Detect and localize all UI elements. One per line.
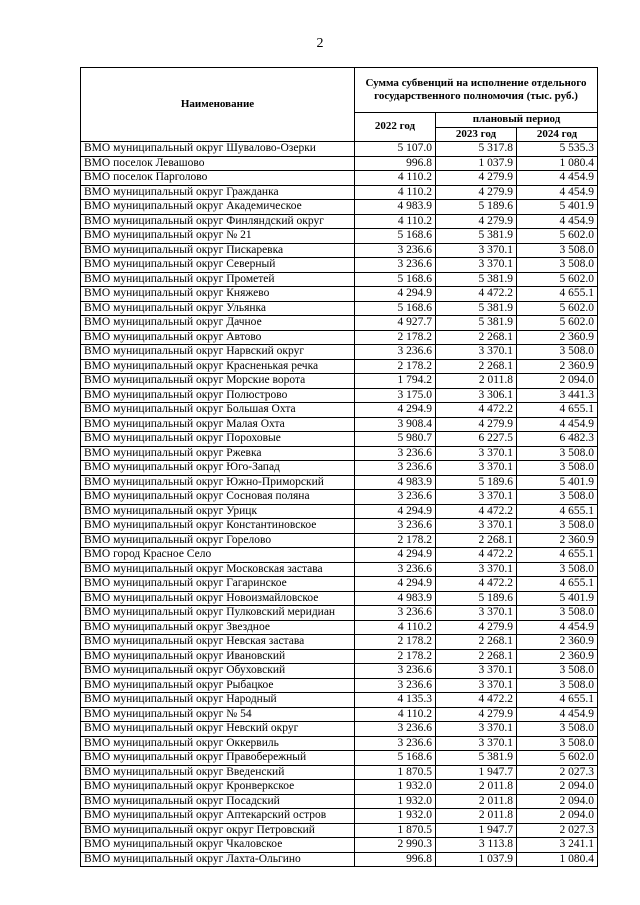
value-2024: 3 508.0 [517,461,598,476]
value-2024: 5 401.9 [517,200,598,215]
value-2024: 4 655.1 [517,577,598,592]
value-2022: 4 983.9 [355,200,436,215]
page-number: 2 [316,36,324,51]
value-2022: 3 236.6 [355,736,436,751]
row-name: ВМО муниципальный округ Аптекарский остров [81,809,355,824]
table-row [81,417,598,432]
row-name: ВМО муниципальный округ Финляндский округ [81,214,355,229]
subsidy-table [80,67,598,867]
value-2023: 3 370.1 [436,736,517,751]
value-2024: 2 360.9 [517,533,598,548]
value-2023: 2 268.1 [436,330,517,345]
value-2022: 5 980.7 [355,432,436,447]
value-2024: 2 027.3 [517,823,598,838]
value-2022: 3 908.4 [355,417,436,432]
value-2022: 2 178.2 [355,330,436,345]
value-2024: 4 454.9 [517,185,598,200]
value-2024: 3 508.0 [517,446,598,461]
value-2022: 3 175.0 [355,388,436,403]
value-2022: 3 236.6 [355,562,436,577]
row-name: ВМО муниципальный округ Ульянка [81,301,355,316]
table-row [81,446,598,461]
table-row [81,838,598,853]
value-2022: 3 236.6 [355,446,436,461]
table-row [81,374,598,389]
value-2022: 4 110.2 [355,707,436,722]
value-2024: 3 508.0 [517,664,598,679]
table-row [81,214,598,229]
header-name: Наименование [81,68,355,142]
row-name: ВМО муниципальный округ Введенский [81,765,355,780]
value-2023: 5 381.9 [436,301,517,316]
row-name: ВМО муниципальный округ Урицк [81,504,355,519]
row-name: ВМО муниципальный округ Дачное [81,316,355,331]
value-2022: 2 178.2 [355,649,436,664]
value-2024: 2 027.3 [517,765,598,780]
table-row [81,490,598,505]
value-2022: 3 236.6 [355,345,436,360]
value-2023: 3 370.1 [436,606,517,621]
value-2024: 4 655.1 [517,504,598,519]
table-row [81,664,598,679]
table-row [81,287,598,302]
value-2023: 5 381.9 [436,229,517,244]
value-2022: 3 236.6 [355,519,436,534]
table-row [81,519,598,534]
row-name: ВМО муниципальный округ Малая Охта [81,417,355,432]
row-name: ВМО муниципальный округ Московская застава [81,562,355,577]
value-2023: 2 268.1 [436,533,517,548]
row-name: ВМО поселок Парголово [81,171,355,186]
row-name: ВМО муниципальный округ Гражданка [81,185,355,200]
table-row [81,577,598,592]
value-2022: 3 236.6 [355,461,436,476]
table-row [81,156,598,171]
row-name: ВМО муниципальный округ Посадский [81,794,355,809]
value-2022: 4 110.2 [355,185,436,200]
value-2023: 5 317.8 [436,142,517,157]
table-row [81,736,598,751]
value-2024: 3 508.0 [517,678,598,693]
value-2023: 3 370.1 [436,722,517,737]
value-2023: 4 472.2 [436,403,517,418]
value-2023: 5 189.6 [436,475,517,490]
table-row [81,707,598,722]
value-2023: 5 381.9 [436,272,517,287]
value-2024: 6 482.3 [517,432,598,447]
value-2024: 5 602.0 [517,316,598,331]
value-2022: 1 870.5 [355,765,436,780]
value-2022: 3 236.6 [355,243,436,258]
row-name: ВМО муниципальный округ Новоизмайловское [81,591,355,606]
value-2024: 2 094.0 [517,780,598,795]
table-row [81,316,598,331]
value-2022: 996.8 [355,156,436,171]
value-2022: 4 294.9 [355,504,436,519]
value-2024: 5 602.0 [517,751,598,766]
table-row [81,809,598,824]
table-row [81,388,598,403]
row-name: ВМО муниципальный округ Юго-Запад [81,461,355,476]
table-row [81,461,598,476]
value-2024: 5 535.3 [517,142,598,157]
value-2023: 2 268.1 [436,649,517,664]
value-2023: 3 370.1 [436,664,517,679]
row-name: ВМО муниципальный округ Северный [81,258,355,273]
value-2022: 1 932.0 [355,809,436,824]
table-row [81,504,598,519]
value-2023: 4 472.2 [436,504,517,519]
value-2024: 1 080.4 [517,852,598,867]
row-name: ВМО муниципальный округ Ржевка [81,446,355,461]
row-name: ВМО муниципальный округ Пискаревка [81,243,355,258]
value-2024: 5 602.0 [517,301,598,316]
value-2024: 3 508.0 [517,736,598,751]
value-2024: 4 454.9 [517,214,598,229]
value-2024: 5 602.0 [517,229,598,244]
table-row [81,345,598,360]
table-row [81,301,598,316]
table-row [81,765,598,780]
value-2023: 4 472.2 [436,577,517,592]
value-2022: 5 168.6 [355,751,436,766]
value-2024: 4 655.1 [517,287,598,302]
value-2024: 5 401.9 [517,475,598,490]
row-name: ВМО муниципальный округ Рыбацкое [81,678,355,693]
value-2022: 1 932.0 [355,780,436,795]
value-2022: 3 236.6 [355,606,436,621]
value-2024: 4 454.9 [517,171,598,186]
table-row [81,200,598,215]
value-2022: 3 236.6 [355,722,436,737]
row-name: ВМО муниципальный округ Оккервиль [81,736,355,751]
value-2022: 3 236.6 [355,258,436,273]
value-2022: 5 107.0 [355,142,436,157]
row-name: ВМО муниципальный округ Академическое [81,200,355,215]
value-2023: 3 370.1 [436,258,517,273]
value-2022: 4 983.9 [355,475,436,490]
value-2022: 3 236.6 [355,678,436,693]
row-name: ВМО муниципальный округ Горелово [81,533,355,548]
value-2024: 2 094.0 [517,794,598,809]
value-2022: 2 178.2 [355,635,436,650]
value-2023: 4 472.2 [436,548,517,563]
table-row [81,562,598,577]
value-2022: 4 294.9 [355,403,436,418]
row-name: ВМО муниципальный округ № 21 [81,229,355,244]
value-2024: 4 454.9 [517,620,598,635]
value-2024: 3 508.0 [517,258,598,273]
row-name: ВМО муниципальный округ Лахта-Ольгино [81,852,355,867]
value-2023: 3 370.1 [436,490,517,505]
table-row [81,403,598,418]
value-2022: 4 294.9 [355,287,436,302]
value-2024: 3 241.1 [517,838,598,853]
value-2024: 4 454.9 [517,417,598,432]
value-2023: 3 370.1 [436,519,517,534]
value-2023: 4 279.9 [436,171,517,186]
table-row [81,359,598,374]
value-2023: 3 113.8 [436,838,517,853]
value-2022: 2 178.2 [355,533,436,548]
value-2024: 3 441.3 [517,388,598,403]
row-name: ВМО муниципальный округ № 54 [81,707,355,722]
value-2022: 4 294.9 [355,577,436,592]
value-2023: 5 189.6 [436,200,517,215]
table-row [81,823,598,838]
value-2024: 4 655.1 [517,403,598,418]
value-2022: 996.8 [355,852,436,867]
value-2023: 2 011.8 [436,374,517,389]
row-name: ВМО муниципальный округ Народный [81,693,355,708]
value-2022: 5 168.6 [355,229,436,244]
value-2024: 4 655.1 [517,693,598,708]
value-2024: 4 454.9 [517,707,598,722]
value-2023: 2 011.8 [436,780,517,795]
header-2023: 2023 год [436,127,517,142]
value-2023: 5 381.9 [436,316,517,331]
table-row [81,635,598,650]
table-row [81,591,598,606]
table-row [81,475,598,490]
value-2022: 3 236.6 [355,664,436,679]
value-2022: 1 870.5 [355,823,436,838]
value-2023: 4 279.9 [436,707,517,722]
row-name: ВМО муниципальный округ Автово [81,330,355,345]
value-2023: 1 947.7 [436,765,517,780]
value-2022: 2 178.2 [355,359,436,374]
value-2023: 6 227.5 [436,432,517,447]
value-2023: 4 472.2 [436,287,517,302]
value-2023: 4 472.2 [436,693,517,708]
value-2022: 4 110.2 [355,620,436,635]
table-row [81,185,598,200]
header-2024: 2024 год [517,127,598,142]
row-name: ВМО муниципальный округ Ивановский [81,649,355,664]
row-name: ВМО муниципальный округ Пороховые [81,432,355,447]
value-2022: 4 983.9 [355,591,436,606]
table-row [81,751,598,766]
value-2022: 1 932.0 [355,794,436,809]
table-row [81,330,598,345]
header-2022: 2022 год [355,113,436,142]
table-row [81,722,598,737]
row-name: ВМО муниципальный округ Сосновая поляна [81,490,355,505]
value-2023: 1 037.9 [436,852,517,867]
value-2023: 4 279.9 [436,214,517,229]
value-2022: 4 110.2 [355,171,436,186]
row-name: ВМО муниципальный округ Полюстрово [81,388,355,403]
table-row [81,243,598,258]
table-row [81,794,598,809]
row-name: ВМО муниципальный округ Большая Охта [81,403,355,418]
row-name: ВМО муниципальный округ Морские ворота [81,374,355,389]
value-2023: 1 037.9 [436,156,517,171]
value-2024: 3 508.0 [517,519,598,534]
row-name: ВМО муниципальный округ округ Петровский [81,823,355,838]
value-2022: 5 168.6 [355,301,436,316]
row-name: ВМО муниципальный округ Правобережный [81,751,355,766]
row-name: ВМО муниципальный округ Звездное [81,620,355,635]
value-2022: 2 990.3 [355,838,436,853]
row-name: ВМО муниципальный округ Пулковский меридиан [81,606,355,621]
value-2022: 3 236.6 [355,490,436,505]
table-row [81,678,598,693]
value-2024: 1 080.4 [517,156,598,171]
value-2022: 4 294.9 [355,548,436,563]
row-name: ВМО муниципальный округ Княжево [81,287,355,302]
value-2023: 5 381.9 [436,751,517,766]
table-row [81,258,598,273]
row-name: ВМО муниципальный округ Прометей [81,272,355,287]
value-2022: 1 794.2 [355,374,436,389]
value-2023: 3 306.1 [436,388,517,403]
value-2023: 2 268.1 [436,635,517,650]
row-name: ВМО город Красное Село [81,548,355,563]
value-2024: 3 508.0 [517,562,598,577]
value-2022: 4 110.2 [355,214,436,229]
value-2024: 2 360.9 [517,649,598,664]
value-2023: 3 370.1 [436,461,517,476]
value-2023: 3 370.1 [436,562,517,577]
table-row [81,606,598,621]
value-2023: 3 370.1 [436,243,517,258]
value-2023: 2 011.8 [436,794,517,809]
table-row [81,171,598,186]
table-row [81,649,598,664]
value-2022: 5 168.6 [355,272,436,287]
value-2023: 3 370.1 [436,446,517,461]
header-planned-period: плановый период [436,113,598,128]
value-2023: 4 279.9 [436,185,517,200]
value-2024: 2 360.9 [517,330,598,345]
value-2024: 3 508.0 [517,490,598,505]
value-2024: 3 508.0 [517,345,598,360]
row-name: ВМО поселок Левашово [81,156,355,171]
row-name: ВМО муниципальный округ Чкаловское [81,838,355,853]
value-2024: 3 508.0 [517,243,598,258]
value-2023: 3 370.1 [436,345,517,360]
table-row [81,229,598,244]
row-name: ВМО муниципальный округ Обуховский [81,664,355,679]
table-row [81,620,598,635]
value-2024: 3 508.0 [517,722,598,737]
row-name: ВМО муниципальный округ Гагаринское [81,577,355,592]
row-name: ВМО муниципальный округ Южно-Приморский [81,475,355,490]
row-name: ВМО муниципальный округ Красненькая речка [81,359,355,374]
table-row [81,272,598,287]
row-name: ВМО муниципальный округ Нарвский округ [81,345,355,360]
row-name: ВМО муниципальный округ Шувалово-Озерки [81,142,355,157]
table-row [81,533,598,548]
row-name: ВМО муниципальный округ Невский округ [81,722,355,737]
header-sum: Сумма субвенций на исполнение отдельного государственного полномочия (тыс. руб.) [355,68,598,113]
value-2023: 1 947.7 [436,823,517,838]
table-row [81,852,598,867]
row-name: ВМО муниципальный округ Кронверкское [81,780,355,795]
value-2024: 3 508.0 [517,606,598,621]
value-2024: 2 094.0 [517,374,598,389]
value-2023: 2 011.8 [436,809,517,824]
value-2024: 2 360.9 [517,359,598,374]
value-2023: 2 268.1 [436,359,517,374]
table-row [81,142,598,157]
table-row [81,548,598,563]
value-2024: 2 360.9 [517,635,598,650]
value-2023: 4 279.9 [436,620,517,635]
table-row [81,780,598,795]
value-2023: 4 279.9 [436,417,517,432]
value-2024: 5 401.9 [517,591,598,606]
row-name: ВМО муниципальный округ Константиновское [81,519,355,534]
value-2024: 5 602.0 [517,272,598,287]
value-2024: 4 655.1 [517,548,598,563]
value-2023: 3 370.1 [436,678,517,693]
value-2024: 2 094.0 [517,809,598,824]
row-name: ВМО муниципальный округ Невская застава [81,635,355,650]
value-2022: 4 135.3 [355,693,436,708]
table-row [81,432,598,447]
table-row [81,693,598,708]
value-2023: 5 189.6 [436,591,517,606]
value-2022: 4 927.7 [355,316,436,331]
